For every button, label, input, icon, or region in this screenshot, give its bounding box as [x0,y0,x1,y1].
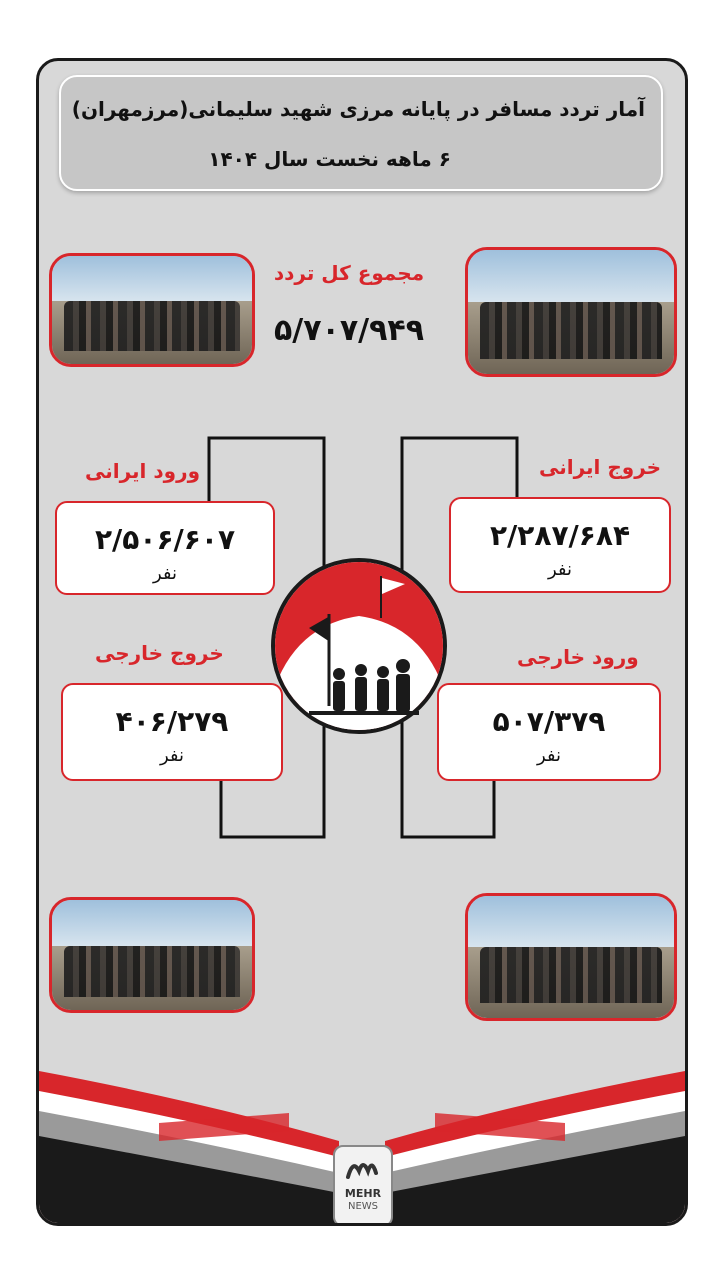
total-label: مجموع کل تردد [273,261,425,285]
page-title: آمار تردد مسافر در پایانه مرزی شهید سلیمانی(مرزمهران) [71,97,645,121]
iranian-entry-value: ۲/۵۰۶/۶۰۷ [94,523,236,556]
foreign-exit-value: ۴۰۶/۲۷۹ [115,705,229,738]
foreign-entry-unit: نفر [536,745,562,766]
foreign-entry-value: ۵۰۷/۳۷۹ [492,705,606,738]
iranian-exit-unit: نفر [547,559,573,580]
iranian-entry-unit: نفر [152,563,178,584]
bottom-decoration [39,61,685,1223]
logo-text-mehr: MEHR [344,1187,382,1200]
mehr-logo-icon [345,1153,379,1183]
mehr-news-logo [333,1145,393,1226]
foreign-exit-label: خروج خارجی [95,641,224,665]
page-subtitle: ۶ ماهه نخست سال ۱۴۰۴ [208,147,451,171]
infographic-frame [36,58,688,1226]
foreign-exit-unit: نفر [159,745,185,766]
iranian-entry-label: ورود ایرانی [85,459,201,483]
logo-text-news: NEWS [347,1201,379,1212]
iranian-exit-value: ۲/۲۸۷/۶۸۴ [489,519,631,552]
total-value: ۵/۷۰۷/۹۴۹ [273,313,425,348]
foreign-entry-label: ورود خارجی [517,645,639,669]
iranian-exit-label: خروج ایرانی [539,455,662,479]
